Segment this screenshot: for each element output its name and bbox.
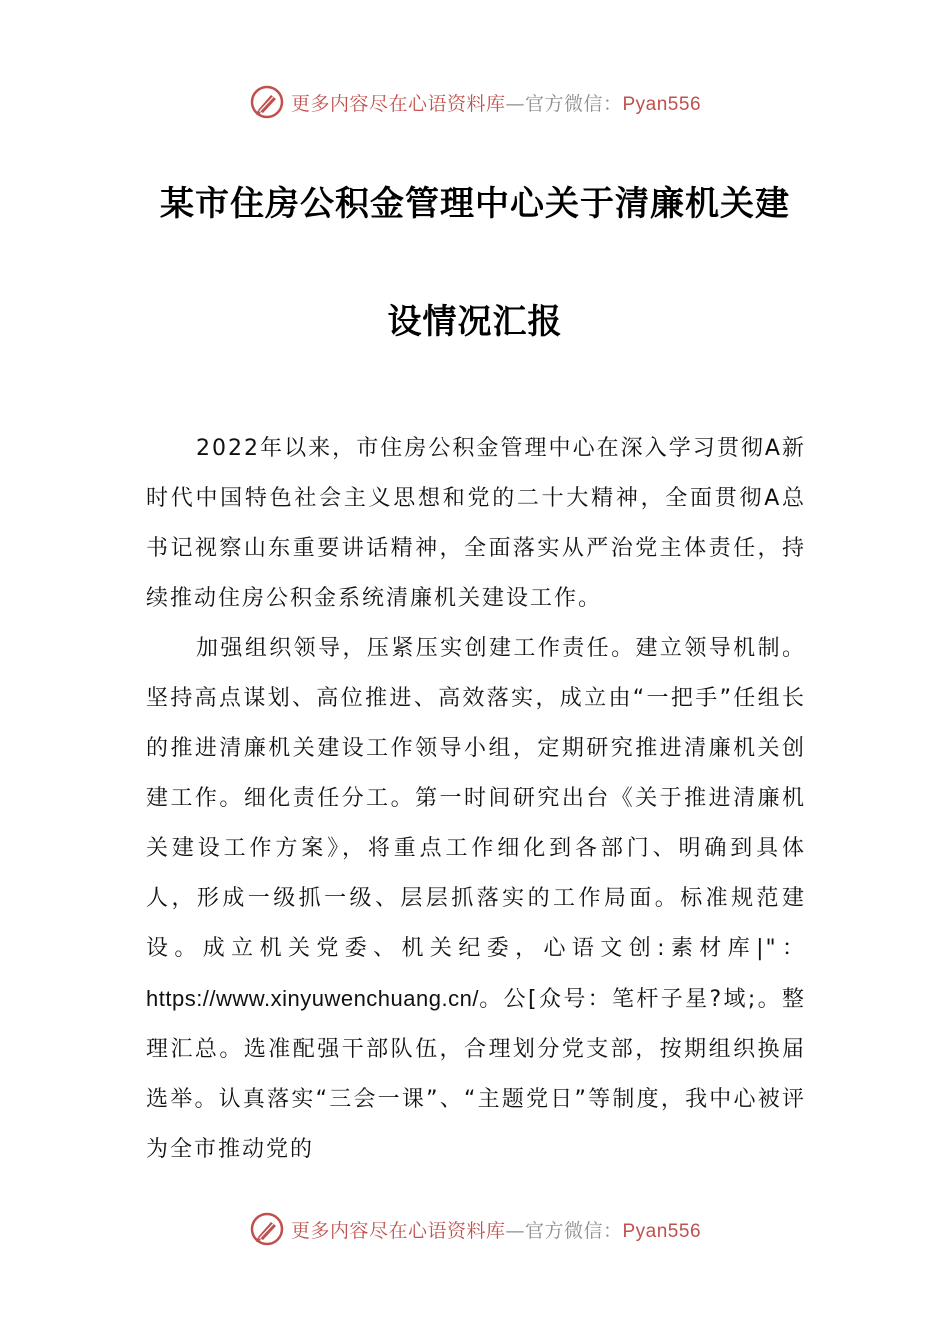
pen-nib-logo-icon (249, 84, 285, 120)
header-banner-wechat-label: —官方微信： (505, 92, 623, 115)
paragraph-2-text-b: 。公[众号：笔杆子星?域;。整理汇总。选准配强干部队伍，合理划分党支部，按期组织换届选举。认真落实“三会一课”、“主题党日”等制度，我中心被评为全市推动党的 (146, 987, 806, 1162)
document-title-line2: 设情况汇报 (387, 302, 563, 342)
pen-nib-logo-icon (249, 1211, 285, 1247)
footer-banner-wechat-id: Pyan556 (622, 1220, 702, 1242)
footer-banner-wechat-label: —官方微信： (505, 1219, 623, 1242)
document-title-line1: 某市住房公积金管理中心关于清廉机关建 (160, 184, 790, 224)
header-banner (0, 82, 950, 122)
footer-banner-site: 更多内容尽在心语资料库 (290, 1219, 506, 1242)
footer-banner-text (291, 1216, 701, 1243)
header-banner-wechat-id: Pyan556 (622, 93, 702, 115)
header-banner-site: 更多内容尽在心语资料库 (290, 92, 506, 115)
header-banner-text (291, 89, 701, 116)
website-link[interactable]: https://www.xinyuwenchuang.cn/ (146, 986, 479, 1011)
footer-banner (0, 1209, 950, 1249)
paragraph-2-text-a: 加强组织领导，压紧压实创建工作责任。建立领导机制。坚持高点谋划、高位推进、高效落实，成立由“一把手”任组长的推进清廉机关建设工作领导小组，定期研究推进清廉机关创建工作。细化责任分工。第一时间研究出台《关于推进清廉机关建设工作方案》，将重点工作细化到各部门、明确到具体人，形成一级抓一级、层层抓落实的工作局面。标准规范建设。成立机关党委、机关纪委，心语文创:素材库|"： (146, 636, 806, 961)
paragraph-1: 2022年以来，市住房公积金管理中心在深入学习贯彻A新时代中国特色社会主义思想和党的二十大精神，全面贯彻A总书记视察山东重要讲话精神，全面落实从严治党主体责任，持续推动住房公积金系统清廉机关建设工作。 (146, 436, 806, 611)
document-body (146, 424, 806, 1175)
paragraph-2 (146, 624, 806, 1175)
